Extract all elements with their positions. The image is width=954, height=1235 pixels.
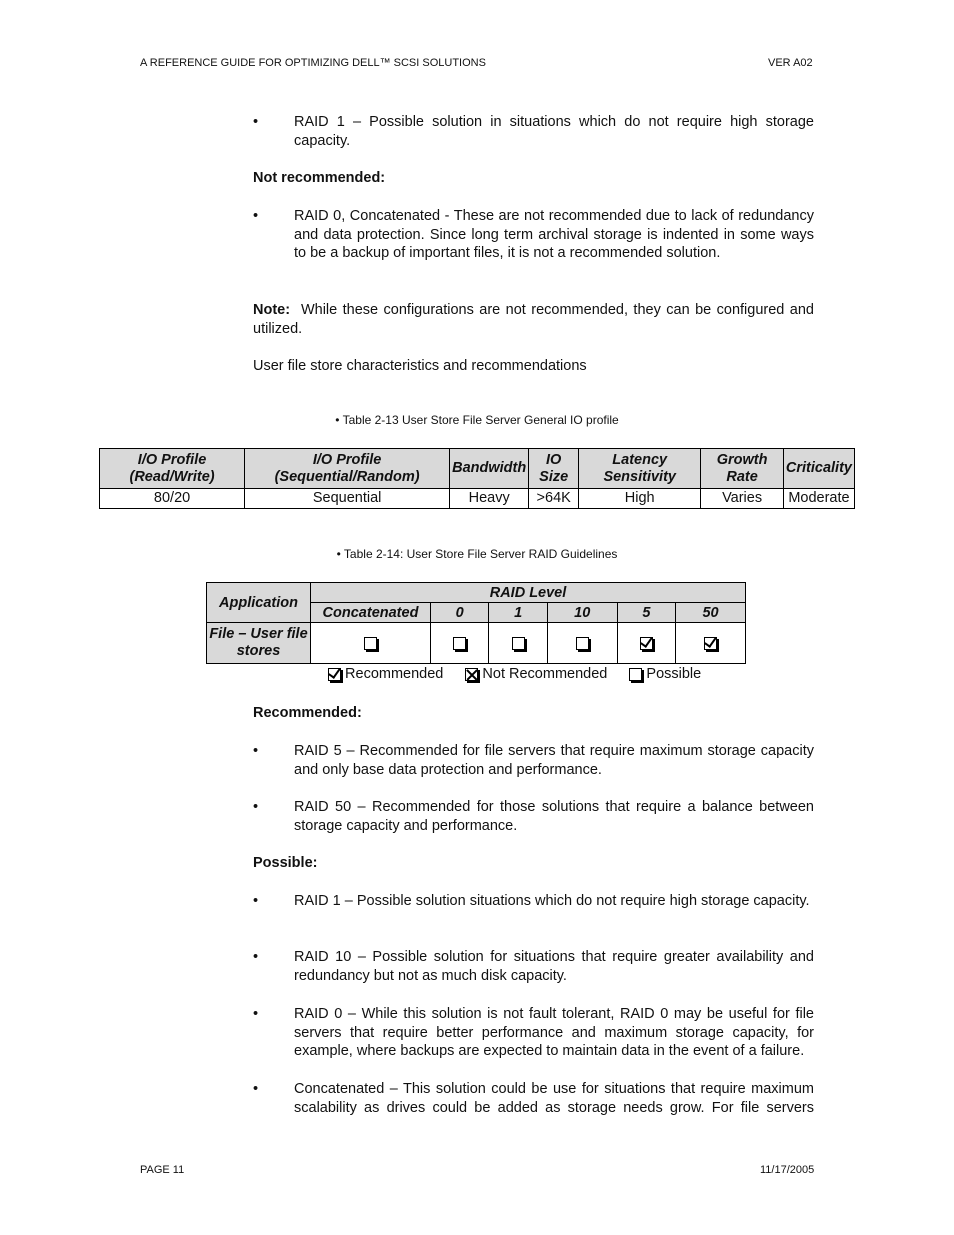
- legend: [328, 666, 719, 682]
- table2-caption: • Table 2-14: User Store File Server RAID Guidelines: [336, 547, 618, 561]
- list-item: • RAID 50 – Recommended for those solutions that require a balance between storage capacity and performance.: [253, 799, 814, 834]
- legend-not-recommended: Not Recommended: [482, 666, 608, 682]
- mark-cell: [431, 623, 489, 664]
- bullet-text: RAID 1 – Possible solution in situations which do not require high storage capacity.: [294, 114, 814, 149]
- bullet-text: RAID 1 – Possible solution situations which do not require high storage capacity.: [294, 893, 810, 909]
- mark-cell: [489, 623, 547, 664]
- table-cell: >64K: [529, 489, 579, 509]
- recommended-heading: Recommended:: [253, 705, 362, 721]
- table-header: Growth Rate: [701, 449, 784, 489]
- raid-guidelines-table: [206, 582, 746, 664]
- bullet-text: RAID 0 – While this solution is not fault tolerant, RAID 0 may be useful for file servers that require better performance and maximum storage capacity, for example, where backups are expected to maintain data in the event of a failure.: [294, 1006, 814, 1059]
- bullet-text: RAID 10 – Possible solution for situations that require greater availability and redundancy but not as much disk capacity.: [294, 949, 814, 984]
- possible-checkbox-icon: [629, 668, 642, 681]
- bullet-text: Concatenated – This solution could be use for situations that require maximum scalability as drives could be added as storage needs grow. For file servers: [294, 1081, 814, 1116]
- table-cell: Sequential: [245, 489, 450, 509]
- raid-level-10: 10: [547, 603, 617, 623]
- header-version: VER A02: [768, 57, 813, 69]
- row-label: File – User file stores: [207, 623, 311, 664]
- raid-level-5: 5: [617, 603, 675, 623]
- mark-cell: [547, 623, 617, 664]
- header-title: A REFERENCE GUIDE FOR OPTIMIZING DELL™ SCSI SOLUTIONS: [140, 57, 486, 69]
- raid-level-header: RAID Level: [311, 583, 746, 603]
- raid-level-1: 1: [489, 603, 547, 623]
- legend-possible: Possible: [646, 666, 702, 682]
- bullet-text: RAID 5 – Recommended for file servers that require maximum storage capacity and only base data protection and performance.: [294, 743, 814, 778]
- list-item: • Concatenated – This solution could be use for situations that require maximum scalability as drives could be added as storage needs grow. For file servers: [253, 1081, 814, 1116]
- possible-heading: Possible:: [253, 855, 318, 871]
- possible-checkbox-icon: [364, 637, 377, 650]
- note-text: While these configurations are not recommended, they can be configured and utilized.: [253, 302, 814, 337]
- recommended-checkbox-icon: [704, 637, 717, 650]
- possible-checkbox-icon: [576, 637, 589, 650]
- raid-level-0: 0: [431, 603, 489, 623]
- not-recommended-checkbox-icon: [465, 668, 478, 681]
- not-recommended-heading: Not recommended:: [253, 170, 386, 186]
- table-cell: Varies: [701, 489, 784, 509]
- raid-level-concatenated: Concatenated: [311, 603, 431, 623]
- footer-date: 11/17/2005: [760, 1164, 815, 1176]
- mark-cell: [676, 623, 746, 664]
- table-row: [207, 623, 746, 664]
- list-item: • RAID 10 – Possible solution for situations that require greater availability and redundancy but not as much disk capacity.: [253, 949, 814, 984]
- table-header: I/O Profile (Read/Write): [100, 449, 245, 489]
- list-item: • RAID 1 – Possible solution in situations which do not require high storage capacity.: [253, 114, 814, 149]
- table-row: [100, 489, 855, 509]
- recommended-checkbox-icon: [328, 668, 341, 681]
- recommended-checkbox-icon: [640, 637, 653, 650]
- table-cell: Heavy: [450, 489, 529, 509]
- list-item: • RAID 5 – Recommended for file servers that require maximum storage capacity and only base data protection and performance.: [253, 743, 814, 778]
- raid-level-50: 50: [676, 603, 746, 623]
- list-item: • RAID 0, Concatenated - These are not recommended due to lack of redundancy and data protection. Since long term archival storage is indented in some ways to be a backup of important files, it is not a recommended solution.: [253, 208, 814, 261]
- table-cell: High: [579, 489, 701, 509]
- legend-recommended: Recommended: [345, 666, 444, 682]
- mark-cell: [617, 623, 675, 664]
- table-cell: 80/20: [100, 489, 245, 509]
- possible-checkbox-icon: [512, 637, 525, 650]
- table-cell: Moderate: [783, 489, 854, 509]
- table-header: I/O Profile (Sequential/Random): [245, 449, 450, 489]
- section-intro: User file store characteristics and recommendations: [253, 358, 587, 374]
- application-header: Application: [207, 583, 311, 623]
- mark-cell: [311, 623, 431, 664]
- table-header: Criticality: [783, 449, 854, 489]
- note: [253, 301, 814, 339]
- bullet-text: RAID 0, Concatenated - These are not recommended due to lack of redundancy and data protection. Since long term archival storage is indented in some ways to be a backup of important files, it is not a recommended solution.: [294, 208, 814, 261]
- footer-page: PAGE 11: [140, 1164, 185, 1176]
- list-item: • RAID 1 – Possible solution situations which do not require high storage capacity.: [253, 892, 814, 911]
- table1-caption: • Table 2-13 User Store File Server General IO profile: [335, 413, 619, 427]
- possible-checkbox-icon: [453, 637, 466, 650]
- io-profile-table: [99, 448, 855, 509]
- table-header: Latency Sensitivity: [579, 449, 701, 489]
- table-header: Bandwidth: [450, 449, 529, 489]
- note-label: Note:: [253, 302, 291, 318]
- bullet-text: RAID 50 – Recommended for those solutions that require a balance between storage capacity and performance.: [294, 799, 814, 834]
- table-header: IO Size: [529, 449, 579, 489]
- list-item: • RAID 0 – While this solution is not fault tolerant, RAID 0 may be useful for file servers that require better performance and maximum storage capacity, for example, where backups are expected to maintain data in the event of a failure.: [253, 1006, 814, 1059]
